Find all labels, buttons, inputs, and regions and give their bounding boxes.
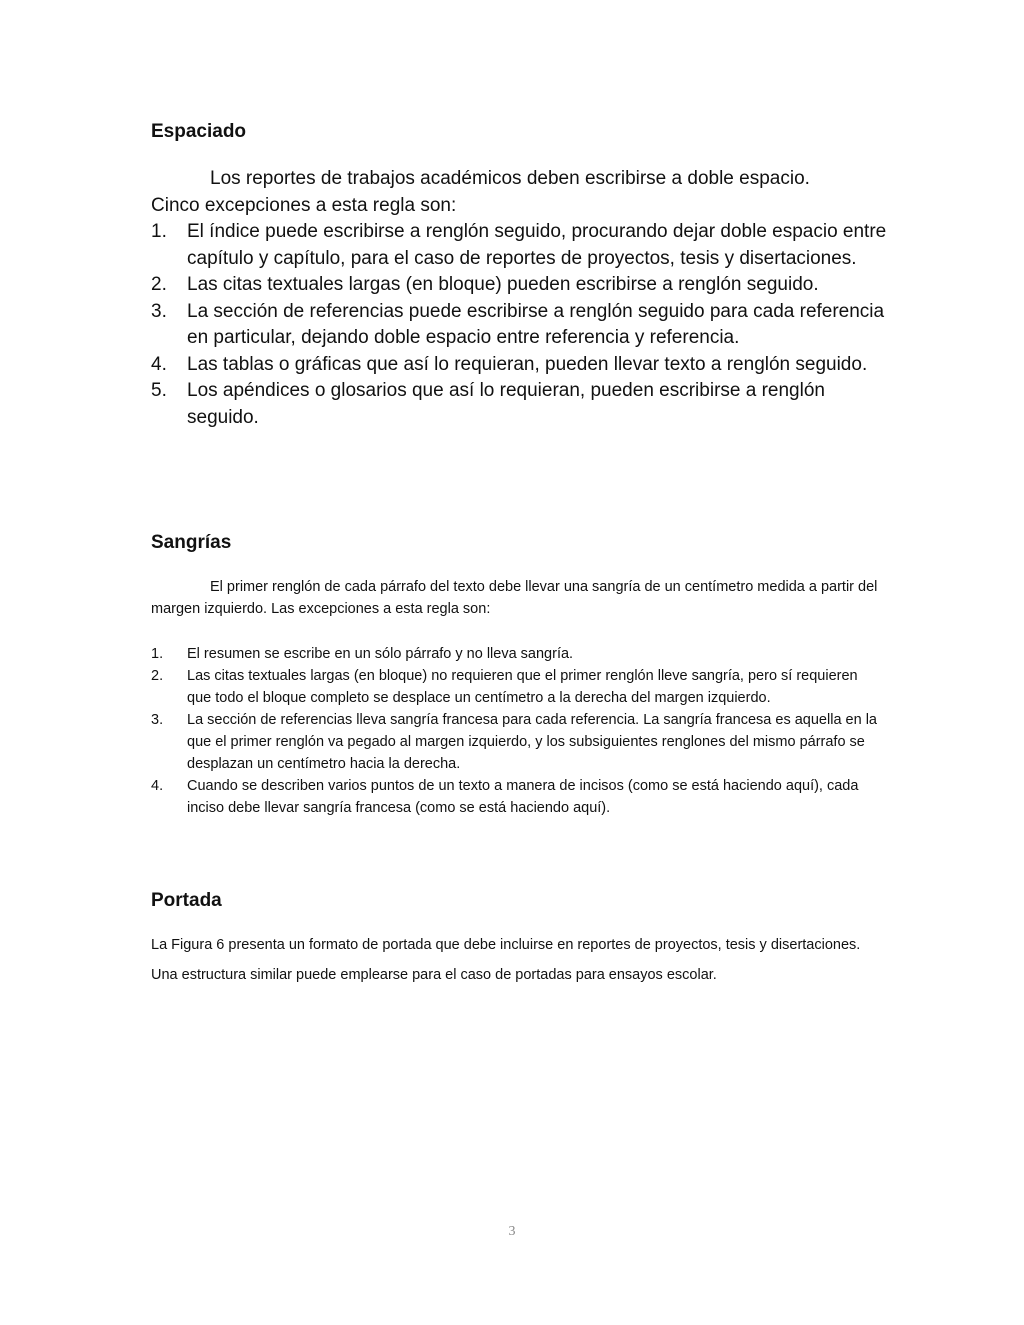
list-item-text: La sección de referencias puede escribirse a renglón seguido para cada referencia en particular, dejando doble espacio entre referencia y referencia. (187, 300, 885, 348)
list-item (151, 272, 891, 299)
list-item-text: Las tablas o gráficas que así lo requieran, pueden llevar texto a renglón seguido. (187, 353, 868, 375)
list-item-text: Las citas textuales largas (en bloque) pueden escribirse a renglón seguido. (187, 274, 819, 295)
list-item-text: El resumen se escribe en un sólo párrafo y no lleva sangría. (187, 646, 574, 662)
list-item-text: Cuando se describen varios puntos de un texto a manera de incisos (como se está haciendo aquí), cada inciso debe llevar sangría francesa (como se está haciendo aquí). (187, 778, 859, 816)
list-item (151, 299, 891, 352)
list-item-number: 1. (151, 646, 164, 662)
list-item (151, 352, 891, 379)
section-heading-sangrias: Sangrías (151, 532, 232, 553)
section-heading-portada: Portada (151, 890, 222, 911)
espaciado-intro (151, 166, 891, 219)
list-item-text: Los apéndices o glosarios que así lo requieran, pueden escribirse a renglón seguido. (187, 380, 825, 428)
list-item-number: 2. (151, 668, 164, 684)
list-item-number: 3. (151, 300, 167, 322)
list-item (151, 775, 881, 819)
list-item (151, 643, 881, 665)
list-item (151, 665, 881, 709)
espaciado-intro-rest: Cinco excepciones a esta regla son: (151, 194, 457, 216)
page-number: 3 (508, 1224, 516, 1239)
section-heading-espaciado: Espaciado (151, 121, 247, 142)
espaciado-body (151, 166, 891, 431)
espaciado-intro-first: Los reportes de trabajos académicos deben escribirse a doble espacio. (210, 168, 810, 189)
list-item (151, 709, 881, 775)
list-item-number: 2. (151, 274, 167, 295)
list-item-number: 4. (151, 778, 164, 794)
list-item-text: La sección de referencias lleva sangría francesa para cada referencia. La sangría francesa es aquella en la que el primer renglón va pegado al margen izquierdo, y los subsiguientes renglones del mismo párrafo se desplazan un centímetro hacia la derecha. (187, 712, 877, 772)
list-item-text: El índice puede escribirse a renglón seguido, procurando dejar doble espacio entre capítulo y capítulo, para el caso de reportes de proyectos, tesis y disertaciones. (187, 221, 887, 269)
sangrias-list (151, 643, 881, 819)
list-item-number: 1. (151, 221, 167, 242)
espaciado-list (151, 219, 891, 431)
sangrias-intro: El primer renglón de cada párrafo del texto debe llevar una sangría de un centímetro medida a partir del margen izquierdo. Las excepciones a esta regla son: (151, 579, 878, 617)
sangrias-body (151, 576, 881, 816)
list-item-number: 3. (151, 712, 164, 728)
list-item-number: 5. (151, 380, 167, 401)
list-item-number: 4. (151, 353, 167, 375)
list-item-text: Las citas textuales largas (en bloque) no requieren que el primer renglón lleve sangría, pero sí requieren que todo el bloque completo se desplace un centímetro a la derecha del margen izquierdo. (187, 668, 858, 706)
list-item (151, 378, 891, 431)
list-item (151, 219, 891, 272)
portada-body: La Figura 6 presenta un formato de portada que debe incluirse en reportes de proyectos, tesis y disertaciones. Una estructura similar puede emplearse para el caso de portadas para ensayos escolar. (151, 937, 861, 983)
